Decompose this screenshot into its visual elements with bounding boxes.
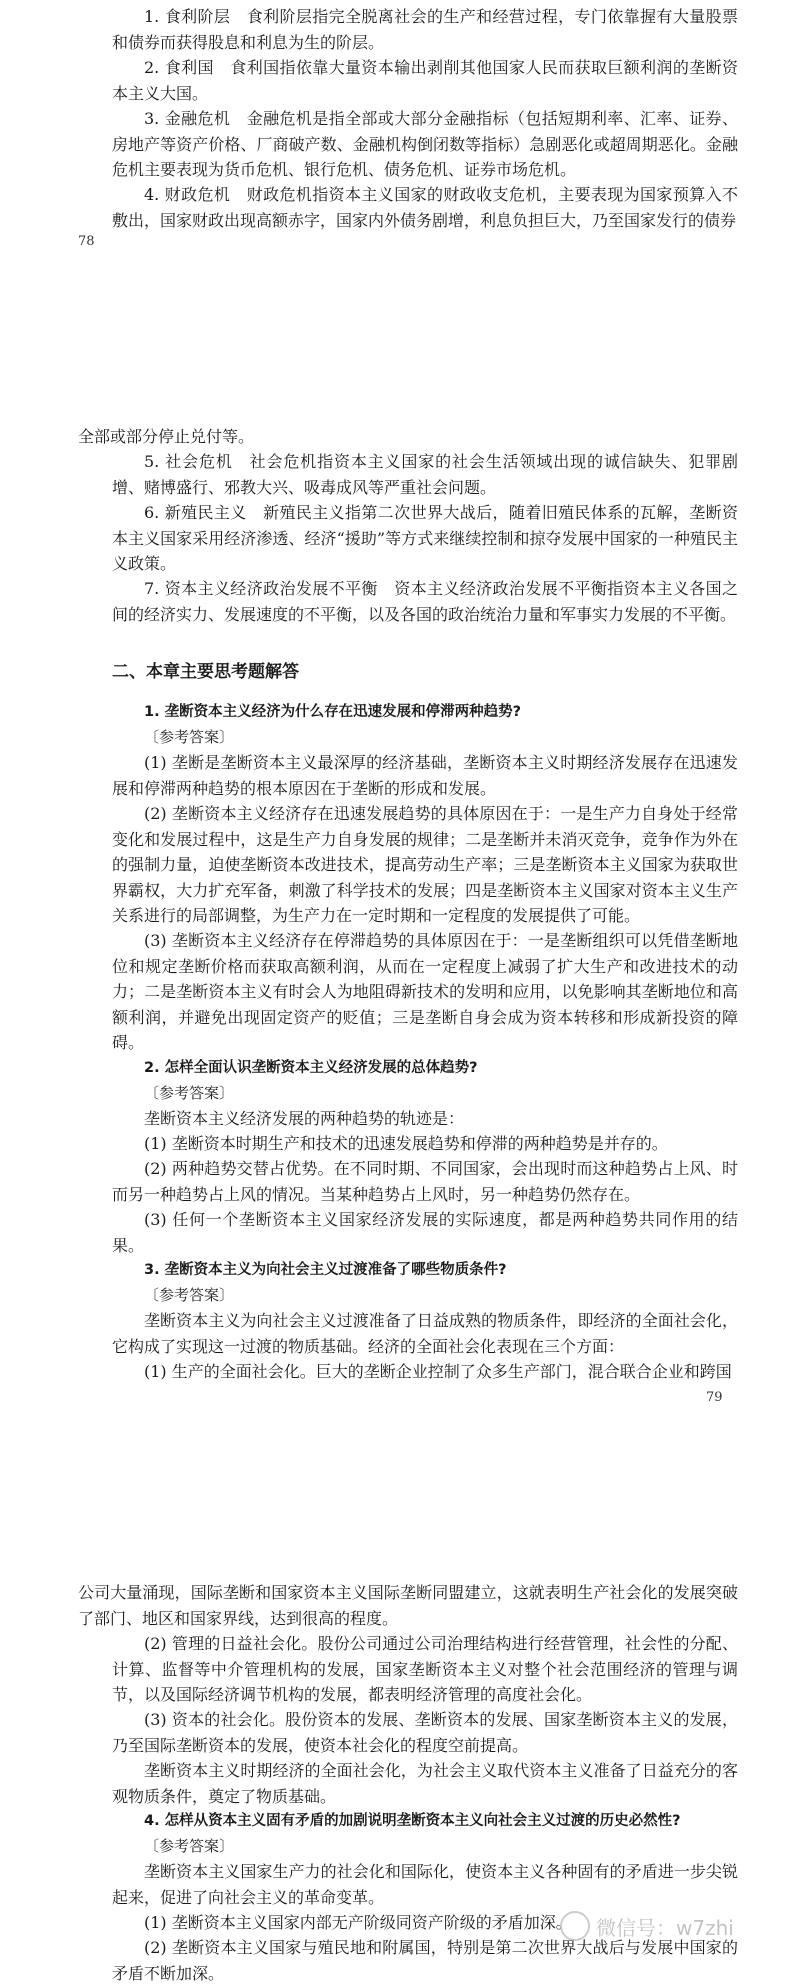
question-4-paragraph-2: (1) 垄断资本主义国家内部无产阶级同资产阶级的矛盾加深。 — [144, 1913, 572, 1932]
question-3-answer-label: 〔参考答案〕 — [144, 1286, 235, 1304]
page-number-79: 79 — [706, 1390, 723, 1405]
question-2-answer-label: 〔参考答案〕 — [144, 1084, 235, 1102]
wechat-icon — [560, 1911, 590, 1941]
question-3-paragraph-2: (1) 生产的全面社会化。巨大的垄断企业控制了众多生产部门，混合联合企业和跨国 — [144, 1362, 732, 1381]
question-2-paragraph-4: (3) 任何一个垄断资本主义国家经济发展的实际速度，都是两种趋势共同作用的结果。 — [112, 1210, 738, 1255]
term-paragraph-4: 4. 财政危机 财政危机指资本主义国家的财政收支危机，主要表现为国家预算入不敷出，国家财政出现高额赤字，国家内外债务剧增，利息负担巨大，乃至国家发行的债券 — [112, 185, 738, 230]
continuation-text-2: 公司大量涌现，国际垄断和国家资本主义国际垄断同盟建立，这就表明生产社会化的发展突破了部门、地区和国家界线，达到很高的程度。 — [78, 1583, 738, 1628]
question-1-title: 1. 垄断资本主义经济为什么存在迅速发展和停滞两种趋势? — [144, 704, 522, 720]
question-4-title: 4. 怎样从资本主义固有矛盾的加剧说明垄断资本主义向社会主义过渡的历史必然性? — [144, 1813, 681, 1829]
term-paragraph-5: 5. 社会危机 社会危机指资本主义国家的社会生活领域出现的诚信缺失、犯罪剧增、赌博盛行、邪教大兴、吸毒成风等严重社会问题。 — [112, 452, 738, 497]
question-1-paragraph-1: (1) 垄断是垄断资本主义最深厚的经济基础，垄断资本主义时期经济发展存在迅速发展和停滞两种趋势的根本原因在于垄断的形成和发展。 — [112, 753, 738, 798]
question-2-paragraph-1: 垄断资本主义经济发展的两种趋势的轨迹是： — [144, 1109, 465, 1128]
question-1-paragraph-3: (3) 垄断资本主义经济存在停滞趋势的具体原因在于：一是垄断组织可以凭借垄断地位和规定垄断价格而获取高额利润，从而在一定程度上减弱了扩大生产和改进技术的动力；二是垄断资本主义有时会人为地阻碍新技术的发明和应用，以免影响其垄断地位和高额利润，并避免出现固定资产的贬值；三是垄断自身会成为资本转移和形成新投资的障碍。 — [112, 931, 738, 1052]
page3-paragraph-3: 垄断资本主义时期经济的全面社会化，为社会主义取代资本主义准备了日益充分的客观物质条件，奠定了物质基础。 — [112, 1761, 738, 1806]
question-3-paragraph-1: 垄断资本主义为向社会主义过渡准备了日益成熟的物质条件，即经济的全面社会化，它构成了实现这一过渡的物质基础。经济的全面社会化表现在三个方面： — [112, 1311, 738, 1356]
question-3-title: 3. 垄断资本主义为向社会主义过渡准备了哪些物质条件? — [144, 1262, 507, 1278]
term-paragraph-1: 1. 食利阶层 食利阶层指完全脱离社会的生产和经营过程，专门依靠握有大量股票和债券而获得股息和利息为生的阶层。 — [112, 7, 738, 52]
question-1-answer-label: 〔参考答案〕 — [144, 728, 235, 746]
question-4-paragraph-1: 垄断资本主义国家生产力的社会化和国际化，使资本主义各种固有的矛盾进一步尖锐起来，促进了向社会主义的革命变革。 — [112, 1862, 738, 1907]
page-number-78: 78 — [78, 234, 95, 249]
page3-paragraph-1: (2) 管理的日益社会化。股份公司通过公司治理结构进行经营管理，社会性的分配、计算、监督等中介管理机构的发展，国家垄断资本主义对整个社会范围经济的管理与调节，以及国际经济调节机构的发展，都表明经济管理的高度社会化。 — [112, 1634, 738, 1704]
term-paragraph-2: 2. 食利国 食利国指依靠大量资本输出剥削其他国家人民而获取巨额利润的垄断资本主义大国。 — [112, 58, 738, 103]
question-4-paragraph-3: (2) 垄断资本主义国家与殖民地和附属国，特别是第二次世界大战后与发展中国家的矛盾不断加深。 — [112, 1938, 738, 1983]
section-heading: 二、本章主要思考题解答 — [112, 662, 299, 682]
term-paragraph-7: 7. 资本主义经济政治发展不平衡 资本主义经济政治发展不平衡指资本主义各国之间的经济实力、发展速度的不平衡，以及各国的政治统治力量和军事实力发展的不平衡。 — [112, 579, 738, 624]
wechat-watermark — [560, 1910, 760, 1942]
watermark-text: 微信号：w7zhi — [596, 1915, 734, 1940]
continuation-text: 全部或部分停止兑付等。 — [78, 427, 255, 446]
question-2-title: 2. 怎样全面认识垄断资本主义经济发展的总体趋势? — [144, 1060, 478, 1076]
question-2-paragraph-2: (1) 垄断资本时期生产和技术的迅速发展趋势和停滞的两种趋势是并存的。 — [144, 1134, 668, 1153]
term-paragraph-3: 3. 金融危机 金融危机是指全部或大部分金融指标（包括短期利率、汇率、证券、房地产等资产价格、厂商破产数、金融机构倒闭数等指标）急剧恶化或超周期恶化。金融危机主要表现为货币危机、银行危机、债务危机、证券市场危机。 — [112, 109, 738, 179]
question-1-paragraph-2: (2) 垄断资本主义经济存在迅速发展趋势的具体原因在于：一是生产力自身处于经常变化和发展过程中，这是生产力自身发展的规律；二是垄断并未消灭竞争，竞争作为外在的强制力量，迫使垄断资本改进技术，提高劳动生产率；三是垄断资本主义国家为获取世界霸权，大力扩充军备，刺激了科学技术的发展；四是垄断资本主义国家对资本主义生产关系进行的局部调整，为生产力在一定时期和一定程度的发展提供了可能。 — [112, 804, 738, 925]
page3-paragraph-2: (3) 资本的社会化。股份资本的发展、垄断资本的发展、国家垄断资本主义的发展，乃至国际垄断资本的发展，使资本社会化的程度空前提高。 — [112, 1710, 738, 1755]
question-4-answer-label: 〔参考答案〕 — [144, 1837, 235, 1855]
term-paragraph-6: 6. 新殖民主义 新殖民主义指第二次世界大战后，随着旧殖民体系的瓦解，垄断资本主义国家采用经济渗透、经济“援助”等方式来继续控制和掠夺发展中国家的一种殖民主义政策。 — [112, 503, 738, 573]
question-2-paragraph-3: (2) 两种趋势交替占优势。在不同时期、不同国家，会出现时而这种趋势占上风、时而另一种趋势占上风的情况。当某种趋势占上风时，另一种趋势仍然存在。 — [112, 1159, 738, 1204]
